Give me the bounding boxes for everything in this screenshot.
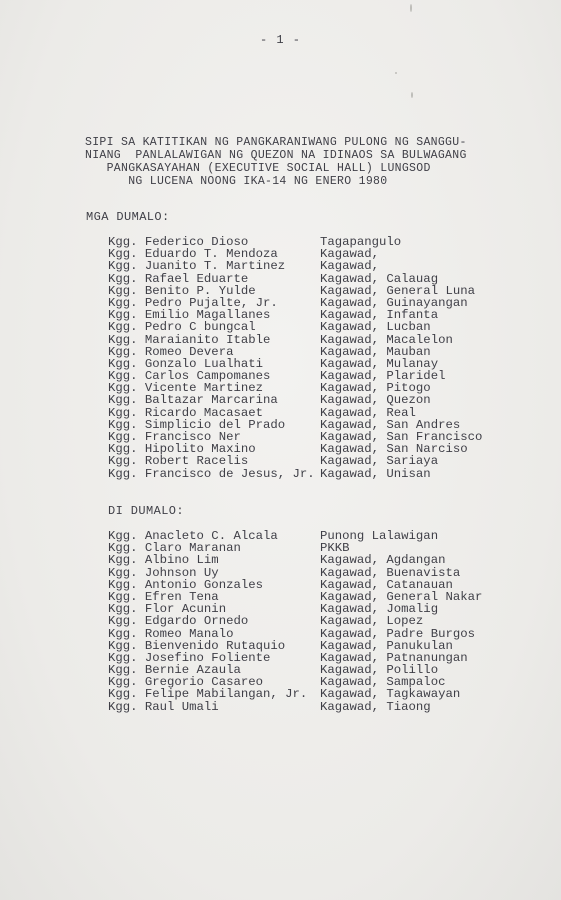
attendee-name: Kgg. Edgardo Ornedo [108, 614, 249, 629]
attendee-row [108, 394, 528, 406]
attendee-position: Kagawad, Plaridel [320, 369, 446, 384]
attendee-position: PKKB [320, 541, 350, 556]
attendee-name: Kgg. Baltazar Marcarina [108, 393, 278, 408]
attendee-name: Kgg. Johnson Uy [108, 565, 219, 580]
attendee-position: Kagawad, Mauban [320, 344, 431, 359]
attendee-position: Kagawad, Catanauan [320, 577, 453, 592]
attendee-name: Kgg. Francisco de Jesus, Jr. [108, 466, 315, 481]
attendee-name: Kgg. Hipolito Maxino [108, 442, 256, 457]
attendee-name: Kgg. Antonio Gonzales [108, 577, 263, 592]
attendee-position: Kagawad, Real [320, 405, 416, 420]
attendee-position: Kagawad, Polillo [320, 663, 439, 678]
attendee-row [108, 554, 528, 566]
absent-attendees-list [108, 530, 528, 713]
attendee-name: Kgg. Pedro C bungcal [108, 320, 256, 335]
attendee-row [108, 455, 528, 467]
attendee-position: Punong Lalawigan [320, 529, 439, 543]
page-number: - 1 - [259, 33, 301, 47]
attendee-name: Kgg. Emilio Magallanes [108, 308, 271, 323]
attendee-position: Kagawad, Infanta [320, 308, 439, 323]
attendee-row [108, 628, 528, 640]
attendee-name: Kgg. Robert Racelis [108, 454, 249, 469]
attendee-position: Kagawad, [320, 259, 380, 274]
attendee-row [108, 688, 528, 700]
attendee-row [108, 468, 528, 480]
attendee-position: Kagawad, Tagkawayan [320, 687, 461, 702]
heading-line: NIANG PANLALAWIGAN NG QUEZON NA IDINAOS SA BULWAGANG [85, 149, 467, 162]
attendee-position: Kagawad, Pitogo [320, 381, 431, 396]
attendee-position: Kagawad, Mulanay [320, 356, 439, 371]
attendee-name: Kgg. Ricardo Macasaet [108, 405, 263, 420]
attendee-row [108, 260, 528, 272]
attendee-name: Kgg. Francisco Ner [108, 430, 241, 444]
attendee-position: Kagawad, Lopez [320, 614, 424, 629]
attendee-position: Kagawad, [320, 247, 380, 262]
attendee-row [108, 273, 528, 285]
attendee-position: Kagawad, Agdangan [320, 553, 446, 568]
attendee-position: Kagawad, San Francisco [320, 430, 483, 444]
attendee-name: Kgg. Bienvenido Rutaquio [108, 638, 286, 653]
attendee-name: Kgg. Eduardo T. Mendoza [108, 247, 278, 262]
attendee-row [108, 567, 528, 579]
attendee-name: Kgg. Maraianito Itable [108, 332, 271, 347]
attendee-position: Kagawad, Sariaya [320, 454, 439, 469]
attendee-name: Kgg. Albino Lim [108, 553, 219, 568]
attendee-position: Kagawad, Panukulan [320, 638, 453, 653]
attendee-name: Kgg. Anacleto C. Alcala [108, 529, 278, 543]
attendee-name: Kgg. Raul Umali [108, 699, 219, 714]
heading-line: NG LUCENA NOONG IKA-14 NG ENERO 1980 [85, 175, 388, 188]
attendee-name: Kgg. Romeo Manalo [108, 626, 234, 641]
document-heading [85, 136, 485, 188]
attendee-position: Kagawad, Sampaloc [320, 675, 446, 690]
present-attendees-list [108, 236, 528, 480]
attendee-row [108, 321, 528, 333]
attendee-position: Tagapangulo [320, 235, 402, 249]
paper-speck [410, 4, 412, 12]
attendee-row [108, 615, 528, 627]
attendee-position: Kagawad, Calauag [320, 271, 439, 286]
attendee-row [108, 701, 528, 713]
attendee-name: Kgg. Simplicio del Prado [108, 417, 286, 432]
attendee-name: Kgg. Juanito T. Martinez [108, 259, 286, 274]
attendee-name: Kgg. Benito P. Yulde [108, 283, 256, 298]
attendee-row [108, 334, 528, 346]
present-section-label: MGA DUMALO: [86, 210, 170, 224]
attendee-name: Kgg. Vicente Martinez [108, 381, 263, 396]
attendee-name: Kgg. Bernie Azaula [108, 663, 241, 678]
absent-section-label: DI DUMALO: [108, 504, 185, 518]
attendee-position: Kagawad, San Narciso [320, 442, 468, 457]
attendee-position: Kagawad, Jomalig [320, 602, 439, 617]
attendee-name: Kgg. Pedro Pujalte, Jr. [108, 295, 278, 310]
attendee-position: Kagawad, Padre Burgos [320, 626, 475, 641]
heading-line: SIPI SA KATITIKAN NG PANGKARANIWANG PULONG NG SANGGU- [85, 136, 467, 149]
attendee-position: Kagawad, Tiaong [320, 699, 431, 714]
attendee-position: Kagawad, Patnanungan [320, 650, 468, 665]
attendee-position: Kagawad, San Andres [320, 417, 461, 432]
attendee-name: Kgg. Gonzalo Lualhati [108, 356, 263, 371]
attendee-name: Kgg. Flor Acunin [108, 602, 227, 617]
attendee-name: Kgg. Carlos Campomanes [108, 369, 271, 384]
paper-speck [395, 72, 397, 74]
attendee-name: Kgg. Gregorio Casareo [108, 675, 263, 690]
paper-speck [411, 92, 413, 98]
attendee-position: Kagawad, Quezon [320, 393, 431, 408]
attendee-row [108, 407, 528, 419]
attendee-position: Kagawad, Guinayangan [320, 295, 468, 310]
attendee-name: Kgg. Rafael Eduarte [108, 271, 249, 286]
attendee-position: Kagawad, General Luna [320, 283, 475, 298]
attendee-position: Kagawad, Buenavista [320, 565, 461, 580]
attendee-position: Kagawad, General Nakar [320, 589, 483, 604]
attendee-position: Kagawad, Macalelon [320, 332, 453, 347]
attendee-name: Kgg. Romeo Devera [108, 344, 234, 359]
attendee-name: Kgg. Felipe Mabilangan, Jr. [108, 687, 308, 702]
attendee-name: Kgg. Federico Dioso [108, 235, 249, 249]
attendee-position: Kagawad, Unisan [320, 466, 431, 481]
attendee-position: Kagawad, Lucban [320, 320, 431, 335]
heading-line: PANGKASAYAHAN (EXECUTIVE SOCIAL HALL) LUNGSOD [85, 162, 431, 175]
attendee-name: Kgg. Efren Tena [108, 589, 219, 604]
attendee-name: Kgg. Josefino Foliente [108, 650, 271, 665]
attendee-name: Kgg. Claro Maranan [108, 541, 241, 556]
